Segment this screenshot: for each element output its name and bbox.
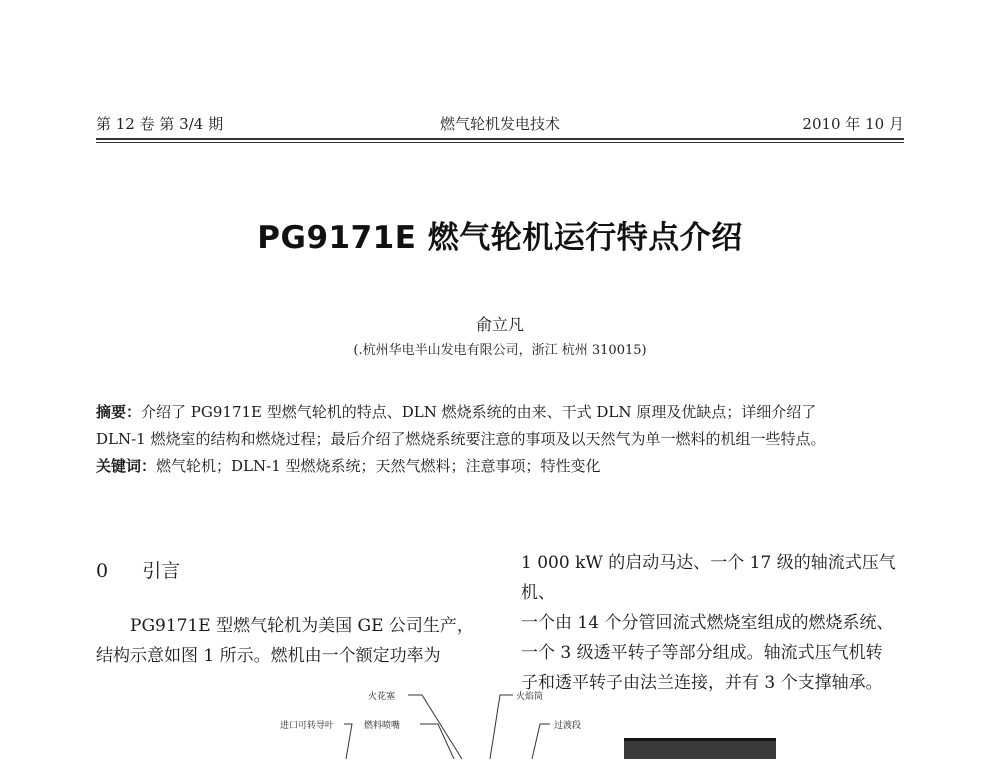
label-transition: 过渡段 [554, 721, 582, 731]
keywords-label: 关键词： [96, 457, 157, 475]
abstract-text-1: 介绍了 PG9171E 型燃气轮机的特点、DLN 燃烧系统的由来、干式 DLN 原理及优缺点；详细介绍了 [141, 403, 817, 421]
abstract-line-1 [96, 399, 906, 426]
header-journal: 燃气轮机发电技术 [439, 115, 560, 133]
label-fuel-nozzle: 燃料喷嘴 [364, 721, 401, 731]
header-rule-bottom [96, 142, 904, 143]
right-line-1: 1 000 kW 的启动马达、一个 17 级的轴流式压气机、 [521, 553, 896, 603]
header-date: 2010 年 10 月 [802, 115, 904, 133]
transition-leader [532, 724, 550, 759]
abstract-line-2: DLN-1 燃烧室的结构和燃烧过程；最后介绍了燃烧系统要注意的事项及以天然气为单一燃料的机组一些特点。 [96, 430, 826, 448]
spark-plug-leader [408, 695, 462, 759]
keywords-line [96, 453, 906, 480]
label-flame-tube: 火焰筒 [516, 692, 544, 702]
right-line-4: 子和透平转子由法兰连接，并有 3 个支撑轴承。 [521, 673, 883, 693]
figure-1 [240, 676, 960, 759]
turbine-casing-edge [624, 738, 776, 741]
section-number: 0 [96, 560, 109, 582]
left-line-1: PG9171E 型燃气轮机为美国 GE 公司生产， [130, 616, 474, 636]
flame-tube-leader [490, 695, 513, 759]
label-spark-plug: 火花塞 [368, 692, 396, 702]
abstract-label: 摘要： [96, 403, 142, 421]
header-volume: 第 12 卷 第 3/4 期 [96, 115, 224, 133]
right-line-3: 一个 3 级透平转子等部分组成。轴流式压气机转 [521, 643, 883, 663]
section-title: 引言 [142, 560, 181, 582]
figure-1-diagram [240, 676, 960, 759]
fuel-nozzle-leader [420, 724, 454, 759]
abstract [96, 399, 906, 480]
paper-title: PG9171E 燃气轮机运行特点介绍 [257, 220, 743, 256]
turbine-casing [624, 738, 776, 759]
left-line-2: 结构示意如图 1 所示。燃机由一个额定功率为 [96, 646, 441, 666]
header-rule-top [96, 138, 904, 140]
author-name: 俞立凡 [475, 315, 524, 334]
igv-leader [344, 724, 352, 759]
left-column-text [96, 611, 486, 671]
label-igv: 进口可转导叶 [280, 721, 335, 731]
author-affiliation: (.杭州华电半山发电有限公司，浙江 杭州 310015) [353, 343, 647, 358]
keywords-text: 燃气轮机；DLN-1 型燃烧系统；天然气燃料；注意事项；特性变化 [156, 457, 601, 475]
right-line-2: 一个由 14 个分管回流式燃烧室组成的燃烧系统、 [521, 613, 894, 633]
section-heading [96, 556, 180, 583]
